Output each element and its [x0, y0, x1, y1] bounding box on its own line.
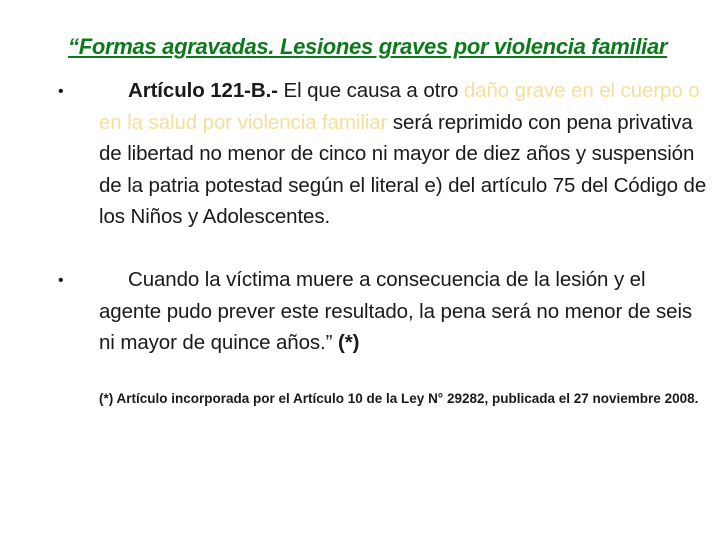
bullet-body-text: Cuando la víctima muere a consecuencia de la lesión y el agente pudo prever este resultado, la pena será no menor de seis ni mayor de quince años.”: [99, 268, 693, 354]
slide-title: “Formas agravadas. Lesiones graves por violencia familiar: [68, 34, 668, 59]
highlighted-text: daño grave en el cuerpo o en la salud por violencia familiar: [99, 79, 700, 134]
text-after-highlight: será reprimido con pena privativa de libertad no menor de cinco ni mayor de diez años y suspensión de la patria potestad según el literal e) del artículo 75 del Código de los Niños y Adolescentes.: [99, 110, 707, 228]
bullet-text-2: [99, 264, 711, 359]
footnote: (*) Artículo incorporada por el Artículo 10 de la Ley N° 29282, publicada el 27 noviembre 2008.: [99, 391, 699, 406]
bullet-text-1: [99, 75, 711, 233]
article-reference: Artículo 121-B.-: [128, 79, 278, 102]
text-before-highlight: El que causa a otro: [277, 79, 464, 102]
bullet-marker: •: [58, 272, 64, 289]
bullet-marker: •: [58, 83, 64, 100]
asterisk-reference: (*): [332, 331, 360, 354]
